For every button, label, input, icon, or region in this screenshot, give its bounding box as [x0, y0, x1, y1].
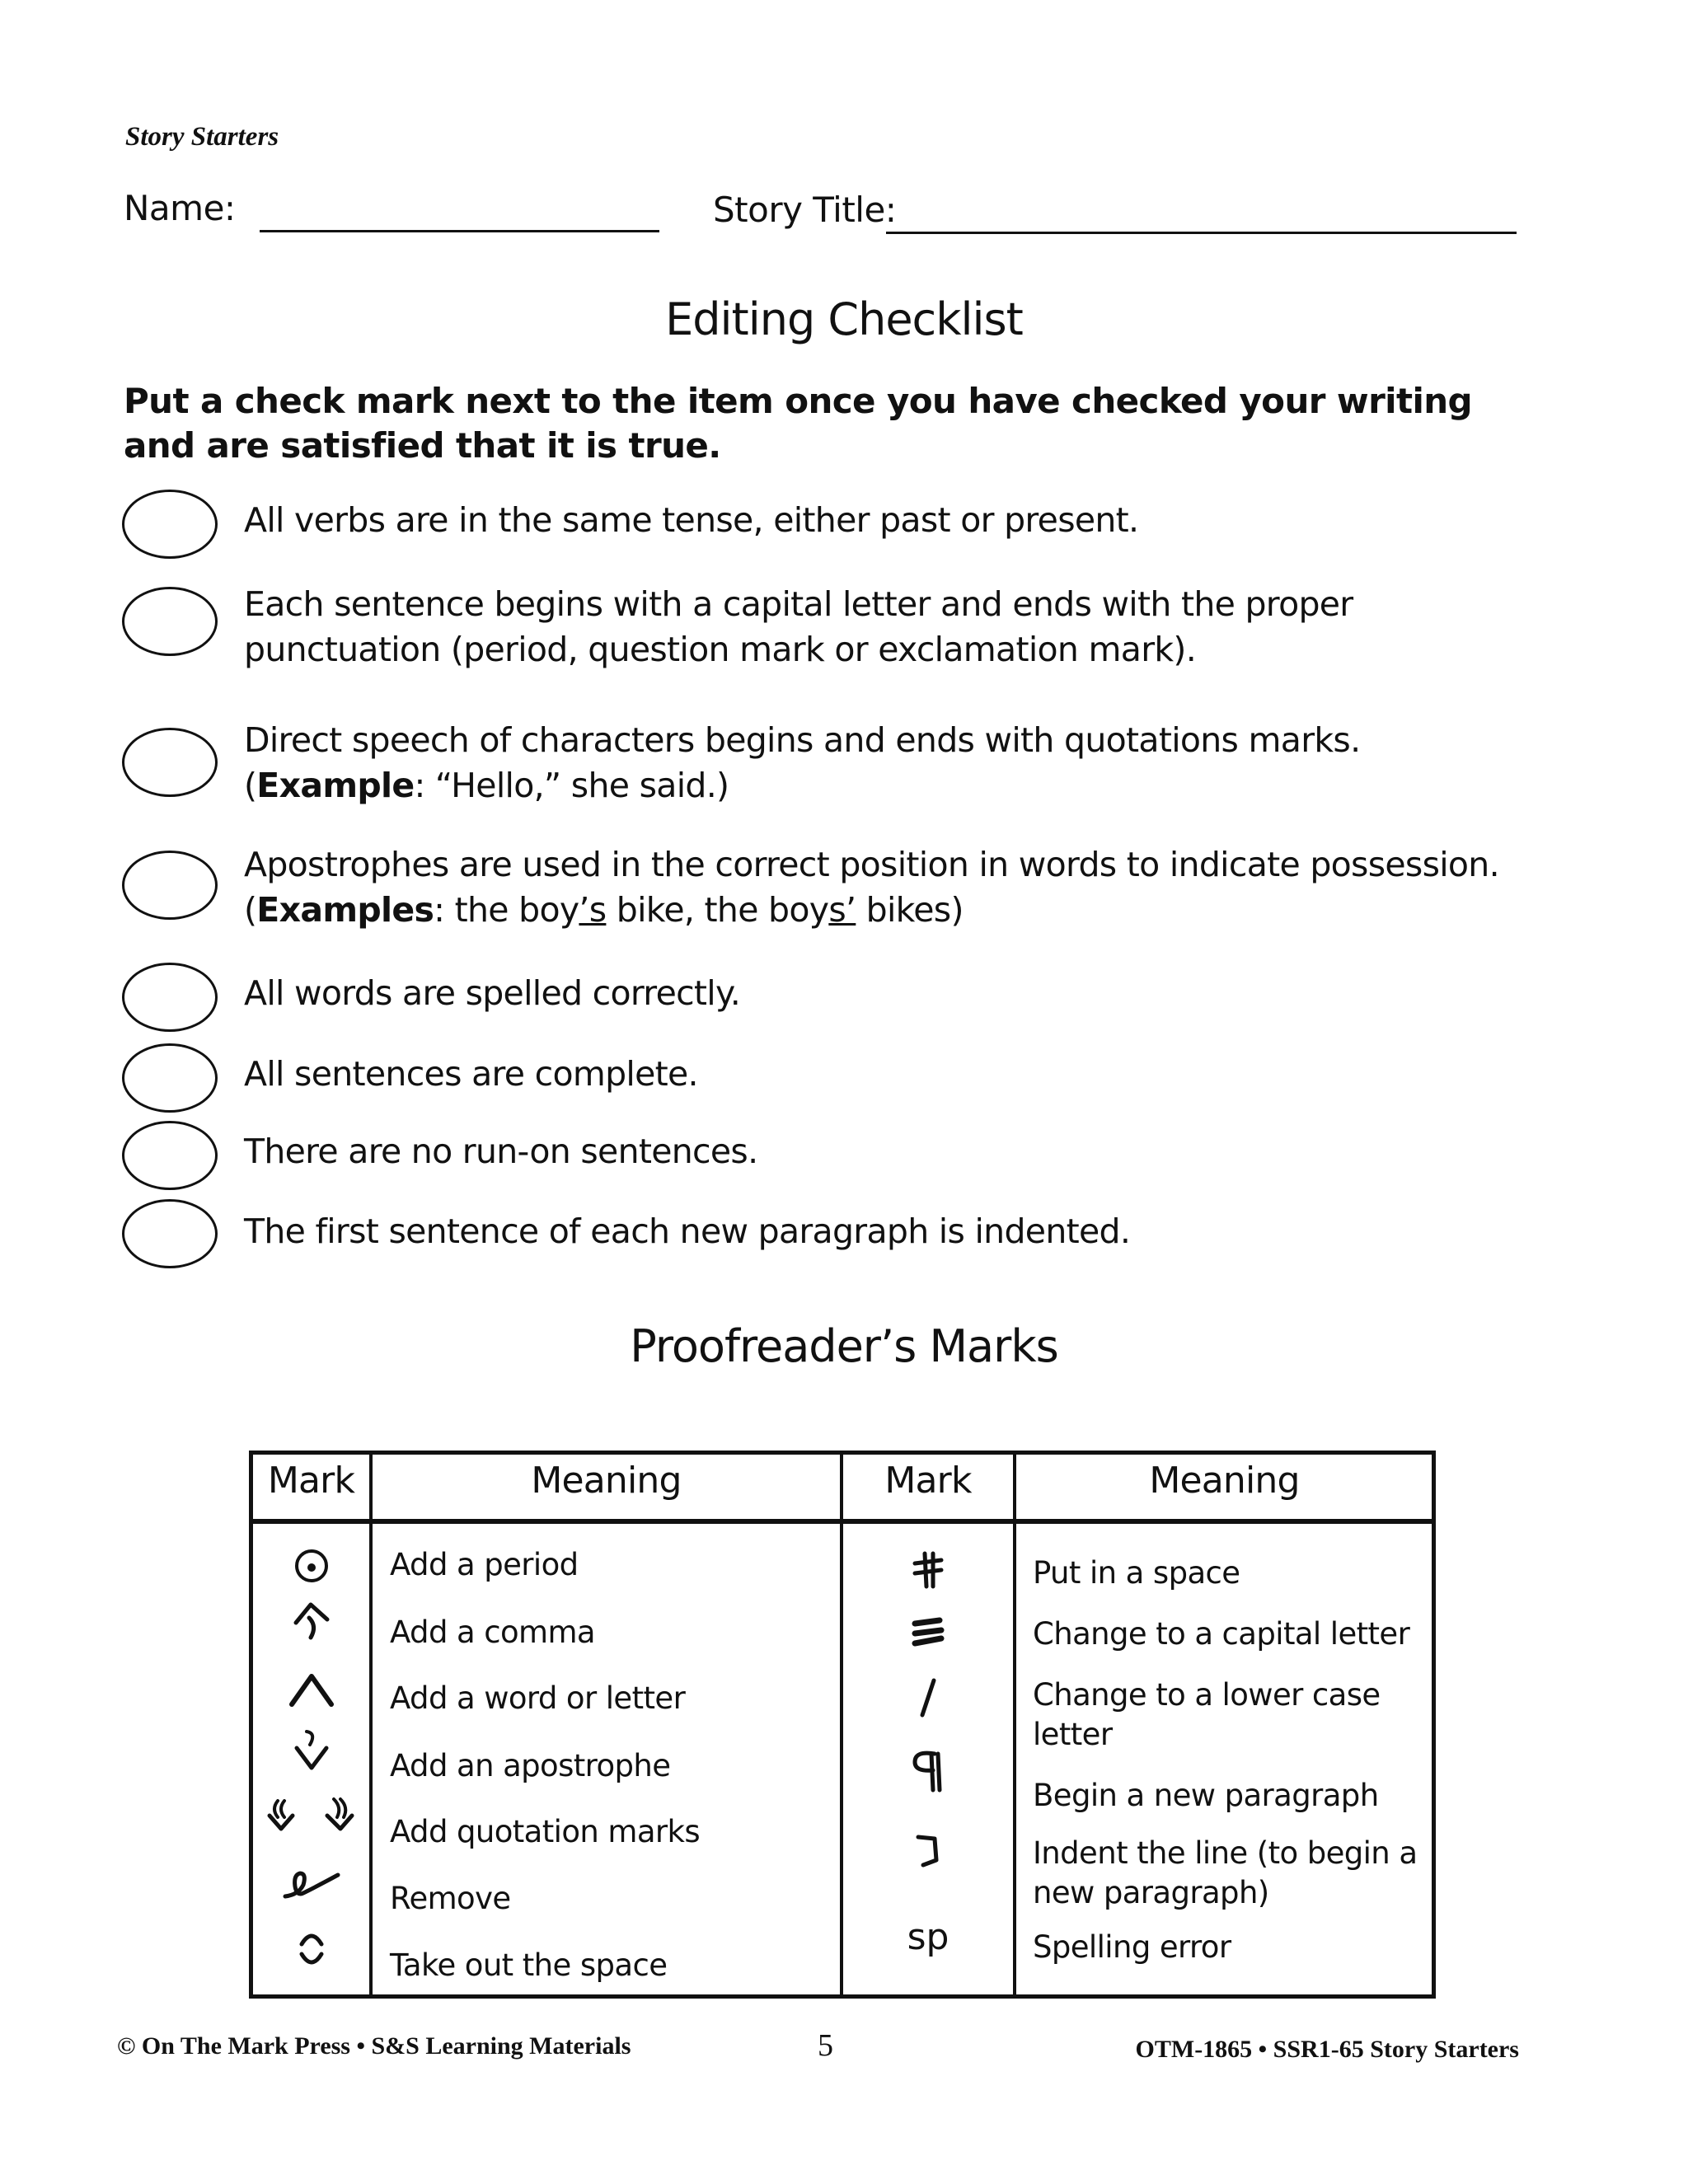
header-divider: [253, 1519, 1432, 1524]
page-number: 5: [818, 2028, 833, 2063]
indent-bracket-icon: [843, 1817, 1013, 1883]
series-title: Story Starters: [125, 122, 279, 152]
name-label: Name:: [124, 188, 236, 228]
checkbox-circle[interactable]: [122, 1199, 218, 1268]
checkbox-circle[interactable]: [122, 851, 218, 920]
column-header-meaning: Meaning: [531, 1460, 682, 1502]
proofreader-marks-table: [249, 1451, 1436, 1999]
caret-comma-icon: [253, 1599, 369, 1657]
checklist-title: Editing Checklist: [665, 293, 1023, 345]
meaning-text: Change to a capital letter: [1033, 1616, 1410, 1652]
hash-space-icon: [843, 1541, 1013, 1599]
checkbox-circle[interactable]: [122, 728, 218, 797]
meaning-text: Add a period: [390, 1547, 579, 1582]
column-header-mark: Mark: [884, 1460, 972, 1502]
footer-copyright: © On The Mark Press • S&S Learning Materials: [117, 2032, 631, 2060]
checkbox-circle[interactable]: [122, 1043, 218, 1113]
meaning-text: Remove: [390, 1881, 511, 1916]
column-header-meaning: Meaning: [1149, 1460, 1300, 1502]
checkbox-circle[interactable]: [122, 963, 218, 1032]
story-title-label: Story Title:: [713, 190, 897, 230]
checklist-item-text: All words are spelled correctly.: [244, 973, 741, 1013]
checklist-item-text: The first sentence of each new paragraph is indented.: [244, 1212, 1131, 1251]
proofreader-title: Proofreader’s Marks: [630, 1320, 1058, 1372]
slash-lowercase-icon: [843, 1665, 1013, 1731]
column-divider: [369, 1455, 373, 1994]
checklist-instructions: Put a check mark next to the item once you have checked your writing and are satisfied that it is true.: [124, 381, 1473, 466]
checkbox-circle[interactable]: [122, 490, 218, 559]
delete-loop-icon: [253, 1854, 369, 1912]
meaning-text: Begin a new paragraph: [1033, 1778, 1379, 1813]
meaning-text: Spelling error: [1033, 1929, 1231, 1965]
checklist-item-text: All sentences are complete.: [244, 1054, 698, 1094]
column-header-mark: Mark: [267, 1460, 355, 1502]
checkbox-circle[interactable]: [122, 1121, 218, 1190]
sp-icon: sp: [907, 1915, 950, 1958]
column-divider: [1013, 1455, 1016, 1994]
pilcrow-icon: [843, 1739, 1013, 1805]
checklist-item-text: All verbs are in the same tense, either past or present.: [244, 500, 1139, 540]
checkbox-circle[interactable]: [122, 587, 218, 656]
checklist-item-text: Direct speech of characters begins and ends with quotations marks. (Example: “Hello,” she said.): [244, 720, 1361, 805]
inverted-caret-apostrophe-icon: [253, 1722, 369, 1780]
checklist-item-text: Each sentence begins with a capital letter and ends with the proper punctuation (period, question mark or exclamation mark).: [244, 584, 1353, 669]
checklist-item-text: There are no run-on sentences.: [244, 1132, 758, 1171]
checklist-item-text: Apostrophes are used in the correct position in words to indicate possession. (Examples: the boy’s bike, the boys’ bikes): [244, 845, 1499, 930]
meaning-text: Take out the space: [390, 1947, 668, 1983]
name-field[interactable]: [260, 230, 659, 232]
meaning-text: Add quotation marks: [390, 1814, 701, 1849]
close-up-icon: [253, 1920, 369, 1978]
meaning-text: Add a comma: [390, 1615, 595, 1650]
meaning-text: Change to a lower case letter: [1033, 1677, 1381, 1752]
footer-product-code: OTM-1865 • SSR1-65 Story Starters: [1135, 2036, 1519, 2063]
inverted-caret-quotes-icon: [253, 1788, 369, 1846]
circled-period-icon: [253, 1541, 369, 1591]
triple-underline-capital-icon: [843, 1607, 1013, 1657]
story-title-field[interactable]: [886, 232, 1517, 234]
meaning-text: Indent the line (to begin a new paragraph): [1033, 1835, 1418, 1910]
meaning-text: Add a word or letter: [390, 1680, 686, 1716]
caret-icon: [253, 1665, 369, 1714]
meaning-text: Put in a space: [1033, 1555, 1240, 1591]
meaning-text: Add an apostrophe: [390, 1748, 671, 1783]
